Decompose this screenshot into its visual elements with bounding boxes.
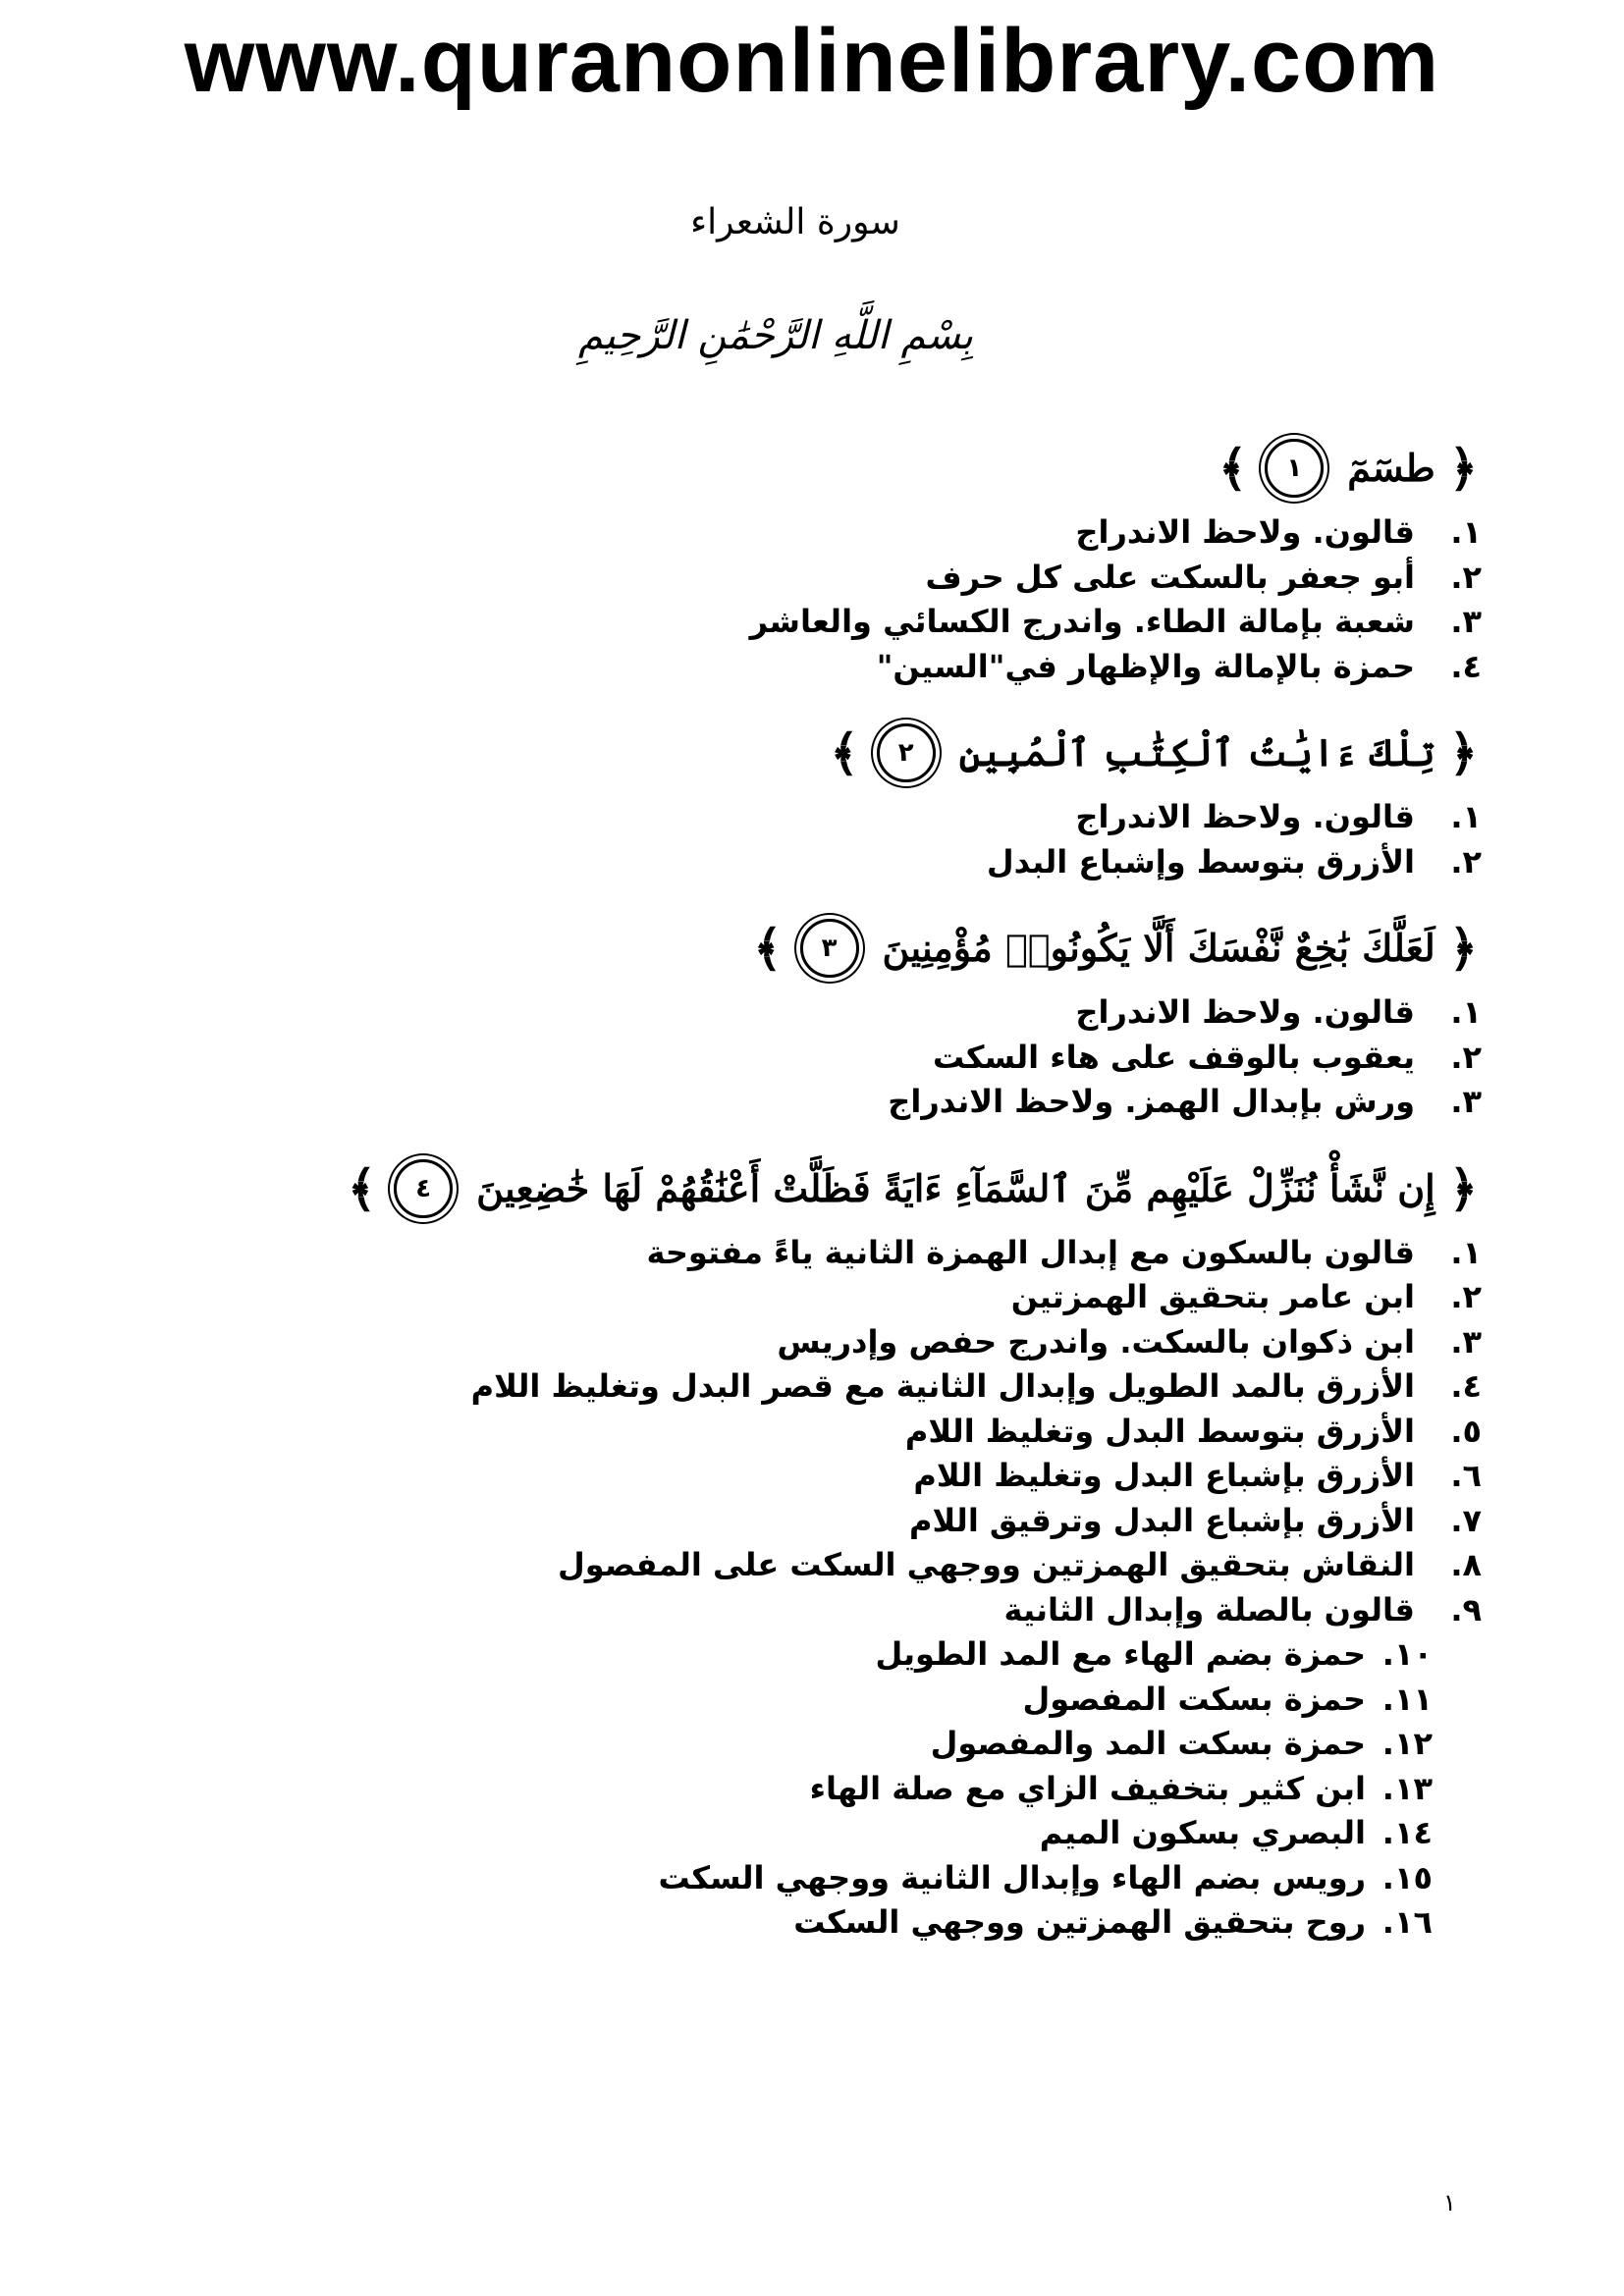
bracket-open: ﴿ — [1448, 1158, 1478, 1217]
reading-text: قالون. ولاحظ الاندراج — [1075, 993, 1415, 1031]
reading-number: ١١. — [1381, 1680, 1433, 1718]
reading-text: حمزة بسكت المد والمفصول — [930, 1725, 1366, 1762]
reading-number: ٢. — [1450, 842, 1482, 881]
reading-item — [146, 510, 1482, 556]
reading-text: قالون بالصلة وإبدال الثانية — [1003, 1590, 1415, 1629]
bracket-close: ﴾ — [347, 1158, 377, 1217]
website-header: www.quranonlinelibrary.com — [184, 11, 1440, 111]
reading-number: ١. — [1450, 993, 1482, 1031]
reading-item — [146, 1767, 1482, 1812]
reading-number: ٣. — [1450, 1083, 1482, 1120]
reading-number: ٤. — [1450, 647, 1482, 685]
readings-list-verse-3 — [146, 990, 1482, 1125]
verse-number-medallion: ١ — [1265, 439, 1324, 498]
reading-item — [146, 795, 1482, 840]
reading-text: حمزة بضم الهاء مع المد الطويل — [875, 1635, 1366, 1673]
reading-item — [146, 1543, 1482, 1588]
reading-text: روح بتحقيق الهمزتين ووجهي السكت — [793, 1903, 1366, 1941]
verse-3 — [146, 912, 1482, 985]
reading-number: ١٥. — [1381, 1858, 1433, 1896]
reading-number: ١٢. — [1381, 1725, 1433, 1762]
reading-number: ٢. — [1450, 558, 1482, 596]
bracket-close: ﴾ — [830, 723, 859, 781]
verse-number-medallion: ٣ — [800, 919, 859, 978]
verse-4 — [146, 1152, 1482, 1225]
reading-text: أبو جعفر بالسكت على كل حرف — [925, 558, 1415, 596]
reading-text: شعبة بإمالة الطاء. واندرج الكسائي والعاشر — [749, 603, 1415, 640]
reading-item — [146, 600, 1482, 645]
basmala: بِسْمِ اللَّهِ الرَّحْمَٰنِ الرَّحِيمِ — [577, 313, 974, 358]
reading-number: ٧. — [1450, 1501, 1482, 1539]
reading-text: ورش بإبدال الهمز. ولاحظ الاندراج — [888, 1083, 1415, 1120]
reading-text: قالون بالسكون مع إبدال الهمزة الثانية ياءً مفتوحة — [646, 1233, 1415, 1271]
reading-item — [146, 1410, 1482, 1455]
reading-text: قالون. ولاحظ الاندراج — [1075, 798, 1415, 835]
reading-number: ١٣. — [1381, 1769, 1433, 1807]
reading-text: حمزة بالإمالة والإظهار في"السين" — [876, 647, 1415, 685]
reading-item — [146, 1320, 1482, 1365]
readings-list-verse-2 — [146, 795, 1482, 884]
reading-item — [146, 1632, 1482, 1678]
verse-number-medallion: ٤ — [394, 1159, 453, 1218]
reading-text: النقاش بتحقيق الهمزتين ووجهي السكت على المفصول — [557, 1546, 1415, 1583]
reading-item — [146, 1678, 1482, 1723]
reading-text: قالون. ولاحظ الاندراج — [1075, 513, 1415, 551]
reading-item — [146, 1588, 1482, 1633]
reading-number: ١. — [1450, 798, 1482, 835]
page-number: ١ — [1443, 2189, 1456, 2216]
reading-item — [146, 556, 1482, 601]
reading-text: الأزرق بتوسط وإشباع البدل — [986, 842, 1415, 881]
readings-list-verse-1 — [146, 510, 1482, 689]
bracket-open: ﴿ — [1448, 723, 1478, 781]
verse-number-medallion: ٢ — [877, 723, 936, 782]
reading-number: ١٦. — [1381, 1903, 1433, 1941]
reading-item — [146, 840, 1482, 885]
readings-list-verse-4 — [146, 1231, 1482, 1946]
reading-item — [146, 1722, 1482, 1767]
reading-number: ٤. — [1450, 1367, 1482, 1405]
reading-text: ابن كثير بتخفيف الزاي مع صلة الهاء — [809, 1769, 1366, 1807]
reading-text: ابن عامر بتحقيق الهمزتين — [1010, 1278, 1415, 1315]
reading-item — [146, 1231, 1482, 1276]
reading-number: ٩. — [1450, 1590, 1482, 1629]
reading-item — [146, 1036, 1482, 1081]
reading-item — [146, 1856, 1482, 1901]
reading-text: الأزرق بالمد الطويل وإبدال الثانية مع قصر البدل وتغليظ اللام — [470, 1367, 1415, 1405]
verse-1 — [146, 432, 1482, 505]
verse-text: تِلْكَ ءَايَٰتُ ٱلْكِتَٰبِ ٱلْمُبِينِ — [958, 730, 1435, 775]
reading-text: حمزة بسكت المفصول — [1022, 1680, 1366, 1718]
reading-item — [146, 990, 1482, 1036]
verse-text: لَعَلَّكَ بَٰخِعٌ نَّفْسَكَ أَلَّا يَكُونُوا۟ مُؤْمِنِينَ — [882, 926, 1435, 971]
reading-number: ١٠. — [1381, 1635, 1433, 1673]
bracket-close: ﴾ — [753, 919, 783, 977]
verse-2 — [146, 717, 1482, 789]
reading-item — [146, 1454, 1482, 1499]
reading-text: الأزرق بإشباع البدل وتغليظ اللام — [913, 1457, 1415, 1494]
reading-number: ٢. — [1450, 1278, 1482, 1315]
reading-number: ١. — [1450, 1233, 1482, 1271]
reading-number: ٨. — [1450, 1546, 1482, 1583]
reading-item — [146, 1499, 1482, 1544]
verse-text: إِن نَّشَأْ نُنَزِّلْ عَلَيْهِم مِّنَ ٱلسَّمَآءِ ءَايَةً فَظَلَّتْ أَعْنَٰقُهُمْ لَهَا خَٰضِعِينَ — [476, 1165, 1435, 1210]
reading-number: ٢. — [1450, 1038, 1482, 1076]
reading-item — [146, 1811, 1482, 1856]
reading-number: ٣. — [1450, 603, 1482, 640]
reading-text: البصري بسكون الميم — [1039, 1814, 1366, 1851]
verses-content — [146, 432, 1482, 1973]
reading-item — [146, 645, 1482, 690]
surah-title: سورة الشعراء — [690, 202, 900, 242]
reading-number: ٦. — [1450, 1457, 1482, 1494]
reading-text: الأزرق بتوسط البدل وتغليظ اللام — [904, 1412, 1415, 1450]
reading-text: الأزرق بإشباع البدل وترقيق اللام — [909, 1501, 1415, 1539]
reading-text: رويس بضم الهاء وإبدال الثانية ووجهي السكت — [658, 1858, 1366, 1896]
reading-number: ٣. — [1450, 1322, 1482, 1361]
reading-item — [146, 1275, 1482, 1320]
reading-number: ٥. — [1450, 1412, 1482, 1450]
bracket-open: ﴿ — [1448, 439, 1478, 497]
verse-text: طسٓمٓ — [1347, 446, 1435, 491]
bracket-close: ﴾ — [1218, 439, 1248, 497]
reading-text: ابن ذكوان بالسكت. واندرج حفص وإدريس — [777, 1322, 1415, 1361]
reading-item — [146, 1080, 1482, 1125]
reading-number: ١٤. — [1381, 1814, 1433, 1851]
bracket-open: ﴿ — [1448, 919, 1478, 977]
reading-text: يعقوب بالوقف على هاء السكت — [933, 1038, 1415, 1076]
reading-item — [146, 1900, 1482, 1946]
reading-item — [146, 1364, 1482, 1410]
reading-number: ١. — [1450, 513, 1482, 551]
